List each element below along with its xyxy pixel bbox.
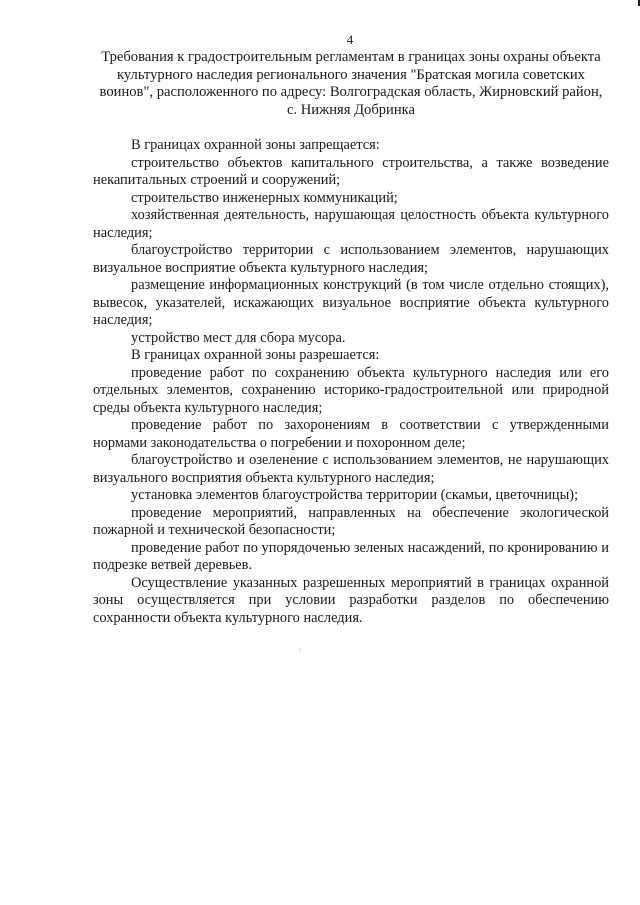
paragraph: строительство инженерных коммуникаций; bbox=[131, 189, 398, 206]
heading-line: воинов", расположенного по адресу: Волгоградская область, Жирновский район, bbox=[99, 84, 603, 101]
heading-line: Требования к градостроительным регламентам в границах зоны охраны объекта bbox=[101, 49, 601, 65]
paragraph: Осуществление указанных разрешенных мероприятий в границах охранной зоны осуществляется при условии разработки разделов по обеспечению сохранности объекта культурного наследия. bbox=[93, 574, 609, 626]
paragraph: благоустройство территории с использованием элементов, нарушающих визуальное восприятие объекта культурного наследия; bbox=[93, 242, 609, 276]
paragraph: проведение работ по захоронениям в соответствии с утвержденными нормами законодательства о погребении и похоронном деле; bbox=[93, 417, 609, 451]
paragraph: благоустройство и озеленение с использованием элементов, не нарушающих визуального восприятия объекта культурного наследия; bbox=[93, 452, 609, 486]
paragraph-prohibited-intro: В границах охранной зоны запрещается: bbox=[131, 137, 380, 153]
heading-line: культурного наследия регионального значения "Братская могила советских bbox=[117, 66, 585, 83]
paragraph-allowed-intro: В границах охранной зоны разрешается: bbox=[131, 347, 380, 363]
paragraph: проведение работ по сохранению объекта культурного наследия или его отдельных элементов, сохранению историко-градостроительной или природной среды объекта культурного наследия; bbox=[93, 364, 609, 416]
paragraph: хозяйственная деятельность, нарушающая целостность объекта культурного наследия; bbox=[93, 207, 609, 241]
scan-speck bbox=[299, 649, 300, 650]
document-heading bbox=[93, 49, 609, 119]
heading-line: с. Нижняя Добринка bbox=[286, 101, 416, 118]
paragraph: проведение мероприятий, направленных на обеспечение экологической пожарной и технической безопасности; bbox=[93, 504, 609, 538]
paragraph: установка элементов благоустройства территории (скамьи, цветочницы); bbox=[131, 487, 579, 503]
paragraph: строительство объектов капитального строительства, а также возведение некапитальных строений и сооружений; bbox=[93, 154, 609, 188]
paragraph: проведение работ по упорядоченью зеленых насаждений, по кронированию и подрезке ветвей деревьев. bbox=[93, 539, 609, 573]
page-number: 4 bbox=[346, 32, 354, 47]
paragraph: размещение информационных конструкций (в том числе отдельно стоящих), вывесок, указателей, искажающих визуальное восприятие объекта культурного наследия; bbox=[93, 277, 609, 328]
paragraph: устройство мест для сбора мусора. bbox=[131, 329, 346, 346]
document-body bbox=[93, 137, 609, 627]
